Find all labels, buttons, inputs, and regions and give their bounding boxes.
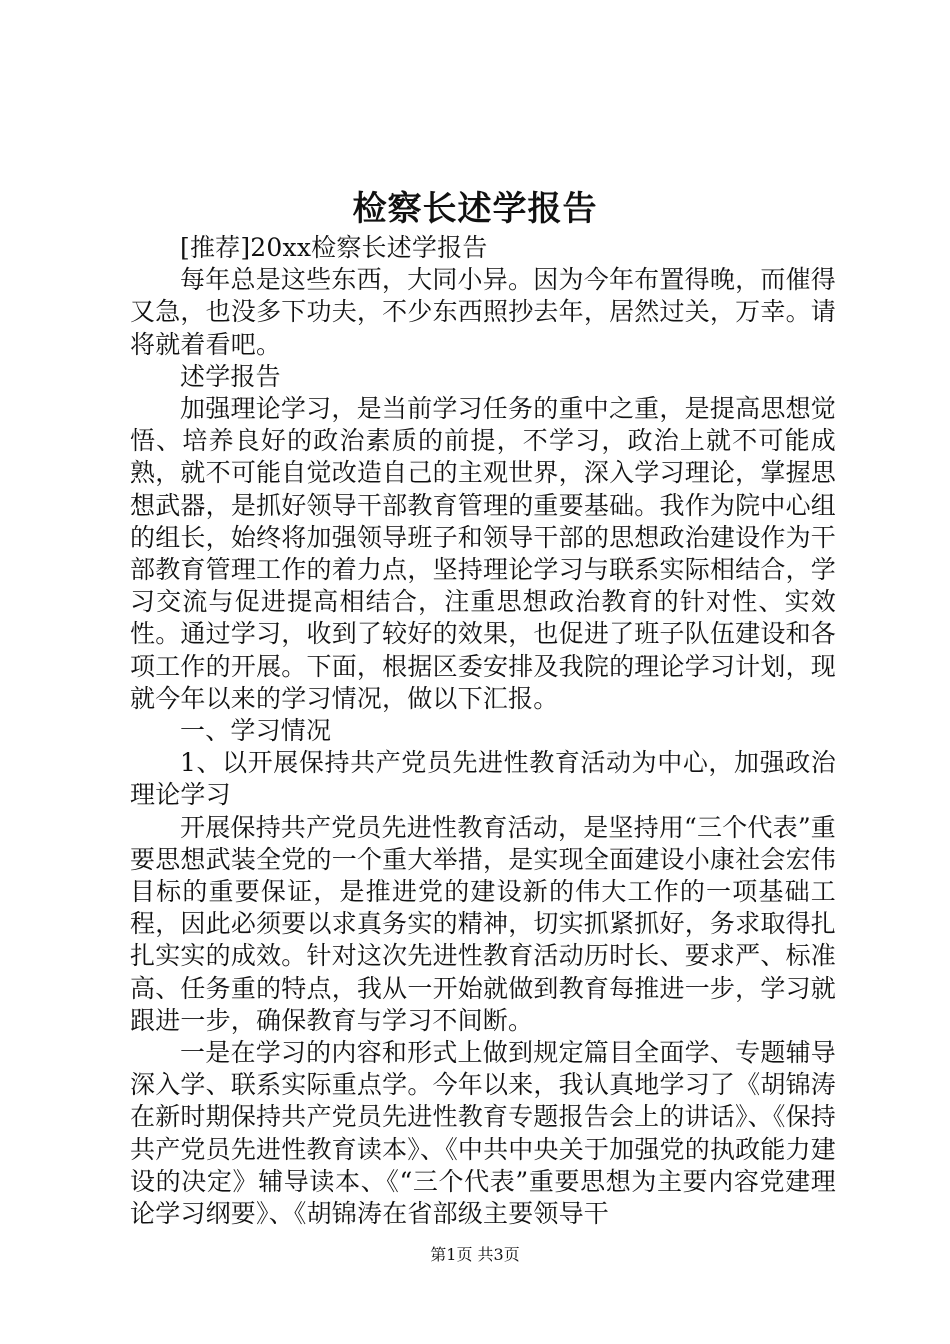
subsection-heading-1: 1、以开展保持共产党员先进性教育活动为中心，加强政治理论学习	[130, 748, 836, 810]
document-title: 检察长述学报告	[352, 189, 598, 229]
page-footer: 第1页 共3页	[430, 1245, 520, 1264]
paragraph-recommend: [推荐]20xx检察长述学报告	[180, 233, 488, 262]
paragraph-content-form: 一是在学习的内容和形式上做到规定篇目全面学、专题辅导深入学、联系实际重点学。今年以来，我认真地学习了《胡锦涛在新时期保持共产党员先进性教育专题报告会上的讲话》、《保持共产党员先进性教育读本》、《中共中央关于加强党的执政能力建设的决定》辅导读本、《“三个代表”重要思想为主要内容党建理论学习纲要》、《胡锦涛在省部级主要领导干	[130, 1038, 836, 1229]
paragraph-subtitle: 述学报告	[180, 361, 281, 391]
paragraph-intro: 加强理论学习，是当前学习任务的重中之重，是提高思想觉悟、培养良好的政治素质的前提，不学习，政治上就不可能成熟，就不可能自觉改造自己的主观世界，深入学习理论，掌握思想武器，是抓好领导干部教育管理的重要基础。我作为院中心组的组长，始终将加强领导班子和领导干部的思想政治建设作为干部教育管理工作的着力点，坚持理论学习与联系实际相结合，学习交流与促进提高相结合，注重思想政治教育的针对性、实效性。通过学习，收到了较好的效果，也促进了班子队伍建设和各项工作的开展。下面，根据区委安排及我院的理论学习计划，现就今年以来的学习情况，做以下汇报。	[130, 394, 836, 713]
section-heading-study: 一、学习情况	[180, 716, 332, 746]
document-body	[130, 232, 836, 1230]
paragraph-preface: 每年总是这些东西，大同小异。因为今年布置得晚，而催得又急，也没多下功夫，不少东西照抄去年，居然过关，万幸。请将就着看吧。	[130, 265, 836, 359]
paragraph-activity: 开展保持共产党员先进性教育活动，是坚持用“三个代表”重要思想武装全党的一个重大举措，是实现全面建设小康社会宏伟目标的重要保证，是推进党的建设新的伟大工作的一项基础工程，因此必须要以求真务实的精神，切实抓紧抓好，务求取得扎扎实实的成效。针对这次先进性教育活动历时长、要求严、标准高、任务重的特点，我从一开始就做到教育每推进一步，学习就跟进一步，确保教育与学习不间断。	[130, 812, 836, 1035]
